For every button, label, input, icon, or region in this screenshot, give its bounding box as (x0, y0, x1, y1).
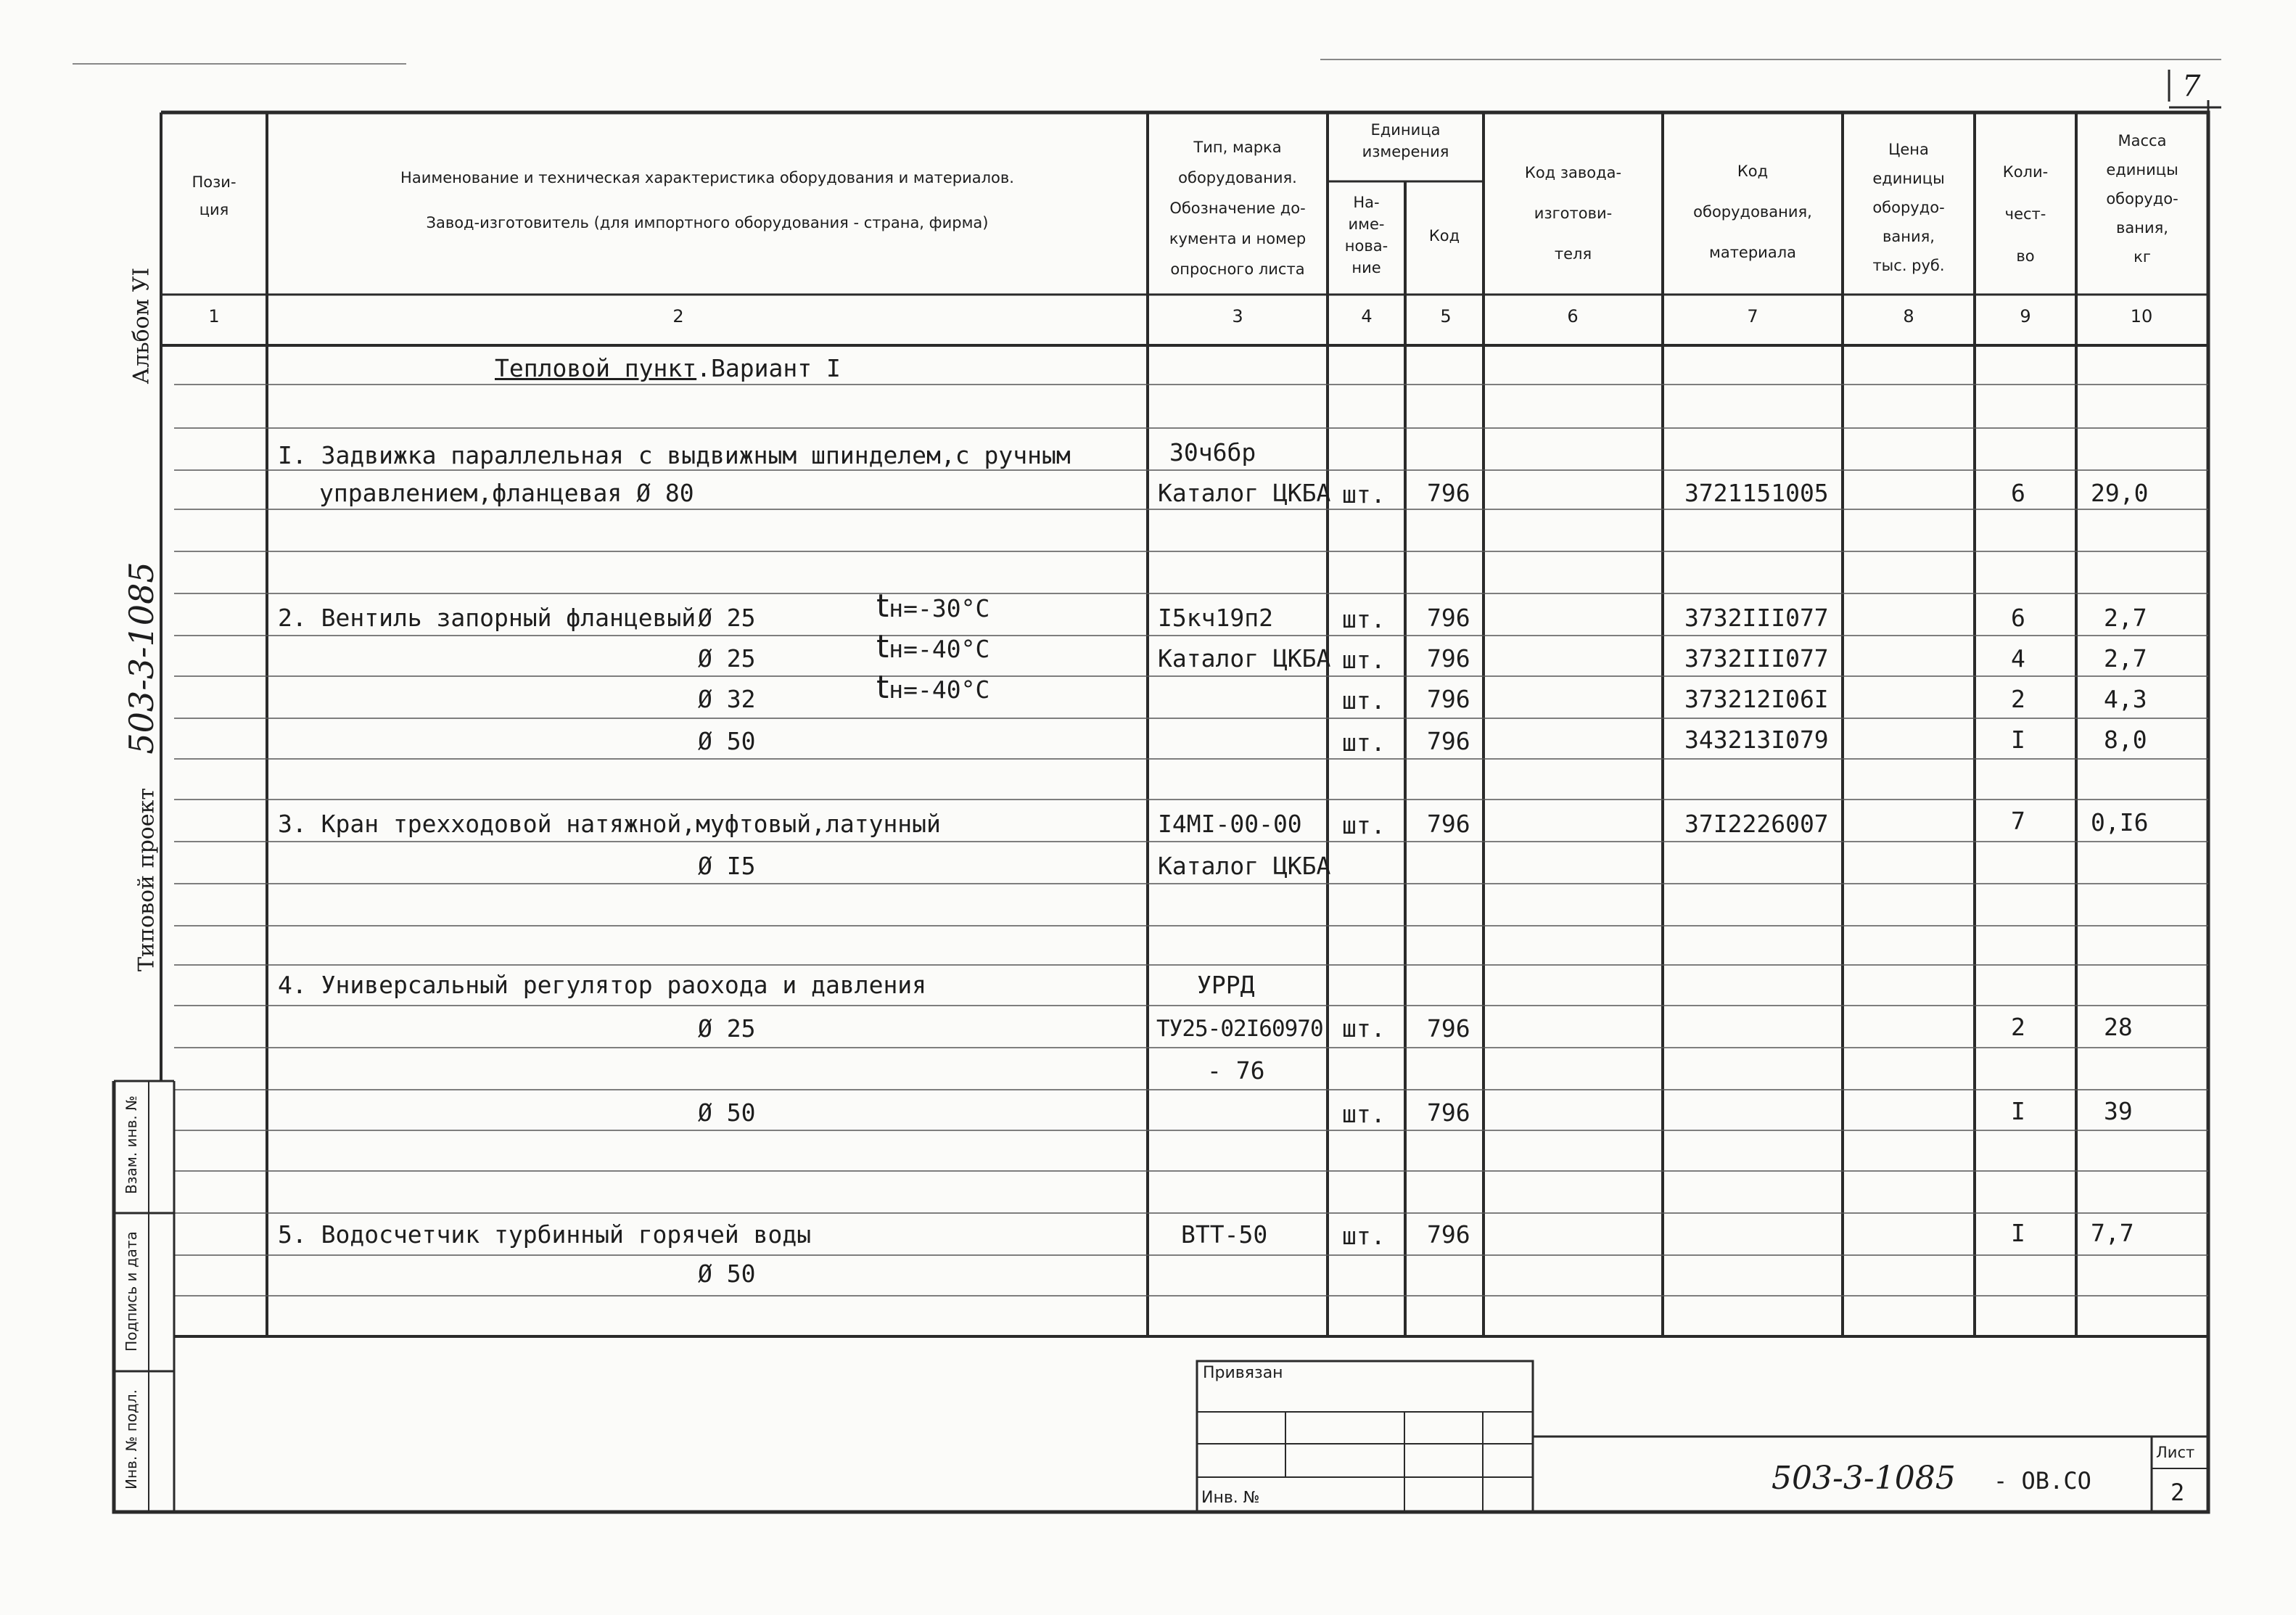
item-2-row-2-qty: 4 (2011, 644, 2025, 673)
item-4-row-2-code: 796 (1427, 1098, 1470, 1127)
item-2-name: 2. Вентиль запорный фланцевый (278, 604, 696, 632)
doc-code-handwritten: 503-3-1085 (1772, 1460, 1956, 1497)
item-1-line-1: I. Задвижка параллельная с выдвижным шпинделем,с ручным (278, 441, 1071, 469)
item-3-code: 796 (1427, 810, 1470, 838)
sheet-label: Лист (2156, 1444, 2195, 1461)
item-2-row-2-unit: шт. (1342, 646, 1386, 674)
item-2-row-3-qty: 2 (2011, 685, 2025, 713)
col-number: 4 (1361, 306, 1373, 326)
item-2-row-4-qty: I (2011, 726, 2025, 754)
item-1-catalog: Каталог ЦКБА (1158, 479, 1331, 507)
item-3-qty: 7 (2011, 807, 2025, 835)
item-4-row-1-diameter: Ø 25 (698, 1014, 756, 1043)
section-title (495, 354, 841, 383)
col-number: 10 (2130, 306, 2153, 326)
header-unit-name: На- име- нова- ние (1344, 194, 1388, 276)
item-4-row-1-qty: 2 (2011, 1013, 2025, 1041)
item-1-code: 796 (1427, 479, 1470, 507)
item-2-row-1-tn: н=-30°С (889, 594, 990, 622)
item-4-type: УРРД (1197, 971, 1255, 999)
item-4-row-1-code: 796 (1427, 1014, 1470, 1043)
item-2-row-1-qty: 6 (2011, 604, 2025, 632)
header-unit: Единица измерения (1362, 121, 1449, 160)
item-3-unit: шт. (1342, 811, 1386, 839)
item-4-row-2-qty: I (2011, 1097, 2025, 1125)
item-2-row-2-temp (876, 628, 990, 665)
item-4-row-1-type: ТУ25-02I60970 (1156, 1016, 1323, 1042)
header-equip-code: Код оборудования, материала (1693, 163, 1812, 261)
header-mass: Масса единицы оборудо- вания, кг (2106, 132, 2178, 266)
item-5-type: ВТТ-50 (1181, 1220, 1268, 1249)
item-2-row-2-equip-code: 3732III077 (1684, 644, 1829, 673)
item-5-name: 5. Водосчетчик турбинный горячей воды (278, 1220, 812, 1249)
item-5-mass: 7,7 (2091, 1219, 2134, 1247)
item-4-row-2-unit: шт. (1342, 1100, 1386, 1128)
item-5-unit: шт. (1342, 1222, 1386, 1250)
stamp-podpis: Подпись и дата (123, 1231, 140, 1352)
item-2-row-1-diameter: Ø 25 (698, 604, 756, 632)
item-5-diameter: Ø 50 (698, 1259, 756, 1288)
section-title-rest: .Вариант I (696, 354, 841, 382)
item-4-name: 4. Универсальный регулятор раохода и давления (278, 971, 927, 999)
item-2-row-4-code: 796 (1427, 727, 1470, 755)
item-2-row-1-equip-code: 3732III077 (1684, 604, 1829, 632)
col-number: 9 (2020, 306, 2031, 326)
item-1-type: 30ч6бр (1169, 438, 1256, 467)
item-3-catalog: Каталог ЦКБА (1158, 852, 1331, 880)
col-number: 8 (1903, 306, 1914, 326)
corner-page-number: 7 (2182, 70, 2201, 103)
item-2-row-3-equip-code: 373212I06I (1684, 685, 1829, 713)
item-2-row-3-diameter: Ø 32 (698, 685, 756, 713)
item-2-row-1-unit: шт. (1342, 605, 1386, 633)
t-letter: t (876, 669, 889, 706)
margin-project-code: 503-3-1085 (122, 562, 161, 755)
col-number: 3 (1232, 306, 1243, 326)
section-title-main: Тепловой пункт (495, 354, 697, 382)
doc-code-suffix: - ОВ.СО (1993, 1467, 2091, 1495)
item-4-type-continuation: - 76 (1207, 1056, 1265, 1085)
item-3-mass: 0,I6 (2091, 808, 2149, 837)
item-4-row-1-unit: шт. (1342, 1014, 1386, 1043)
item-2-row-2-diameter: Ø 25 (698, 644, 756, 673)
item-4-row-2-mass: 39 (2104, 1097, 2133, 1125)
header-unit-code: Код (1428, 227, 1460, 244)
header-qty: Коли- чест- во (2002, 163, 2049, 265)
col-number: 2 (672, 306, 684, 326)
item-2-row-1-temp (876, 588, 990, 625)
header-price: Цена единицы оборудо- вания, тыс. руб. (1872, 141, 1945, 274)
item-2-row-2-code: 796 (1427, 644, 1470, 673)
item-4-row-2-diameter: Ø 50 (698, 1098, 756, 1127)
item-2-row-3-code: 796 (1427, 685, 1470, 713)
item-2-row-4-mass: 8,0 (2104, 726, 2147, 754)
item-1-mass: 29,0 (2091, 479, 2149, 507)
item-1-qty: 6 (2011, 479, 2025, 507)
item-2-row-3-unit: шт. (1342, 686, 1386, 715)
item-3-name: 3. Кран трехходовой натяжной,муфтовый,латунный (278, 810, 941, 838)
margin-tip-project: Типовой проект (133, 788, 160, 971)
privyazan-label: Привязан (1203, 1364, 1283, 1382)
item-2-row-1-type: I5кч19п2 (1158, 604, 1273, 632)
item-4-row-1-mass: 28 (2104, 1013, 2133, 1041)
item-1-unit: шт. (1342, 480, 1386, 509)
item-1-equip-code: 3721151005 (1684, 479, 1829, 507)
item-2-row-4-equip-code: 343213I079 (1684, 726, 1829, 754)
item-2-row-2-type: Каталог ЦКБА (1158, 644, 1331, 673)
item-2-row-4-diameter: Ø 50 (698, 727, 756, 755)
item-3-diameter: Ø I5 (698, 852, 756, 880)
item-2-row-3-mass: 4,3 (2104, 685, 2147, 713)
item-5-qty: I (2011, 1219, 2025, 1247)
header-maker-code: Код завода- изготови- теля (1524, 164, 1622, 263)
col-number: 1 (208, 306, 220, 326)
item-2-row-3-tn: н=-40°С (889, 675, 990, 704)
item-2-row-1-code: 796 (1427, 604, 1470, 632)
stamp-inv-podl: Инв. № подл. (123, 1389, 140, 1489)
col-number: 6 (1567, 306, 1579, 326)
item-1-line-2: управлением,фланцевая Ø 80 (319, 479, 694, 507)
margin-album: Альбом УI (128, 267, 155, 385)
header-position: Пози- ция (192, 173, 236, 218)
item-2-row-1-mass: 2,7 (2104, 604, 2147, 632)
item-3-equip-code: 37I2226007 (1684, 810, 1829, 838)
t-letter: t (876, 588, 889, 625)
inv-no-label: Инв. № (1201, 1489, 1260, 1507)
item-3-type: I4MI-00-00 (1158, 810, 1302, 838)
sheet-number: 2 (2170, 1479, 2185, 1506)
col-number: 7 (1747, 306, 1758, 326)
col-number: 5 (1440, 306, 1452, 326)
item-2-row-2-mass: 2,7 (2104, 644, 2147, 673)
item-5-code: 796 (1427, 1220, 1470, 1249)
stamp-vzam-inv: Взам. инв. № (123, 1096, 140, 1194)
item-2-row-3-temp (876, 669, 990, 706)
header-name: Наименование и техническая характеристика оборудования и материалов. Завод-изготовитель (для импортного оборудования - страна, фирма) (400, 169, 1014, 231)
item-2-row-2-tn: н=-40°С (889, 635, 990, 663)
header-type: Тип, марка оборудования. Обозначение до- кумента и номер опросного листа (1169, 139, 1307, 278)
item-2-row-4-unit: шт. (1342, 728, 1386, 757)
t-letter: t (876, 628, 889, 665)
